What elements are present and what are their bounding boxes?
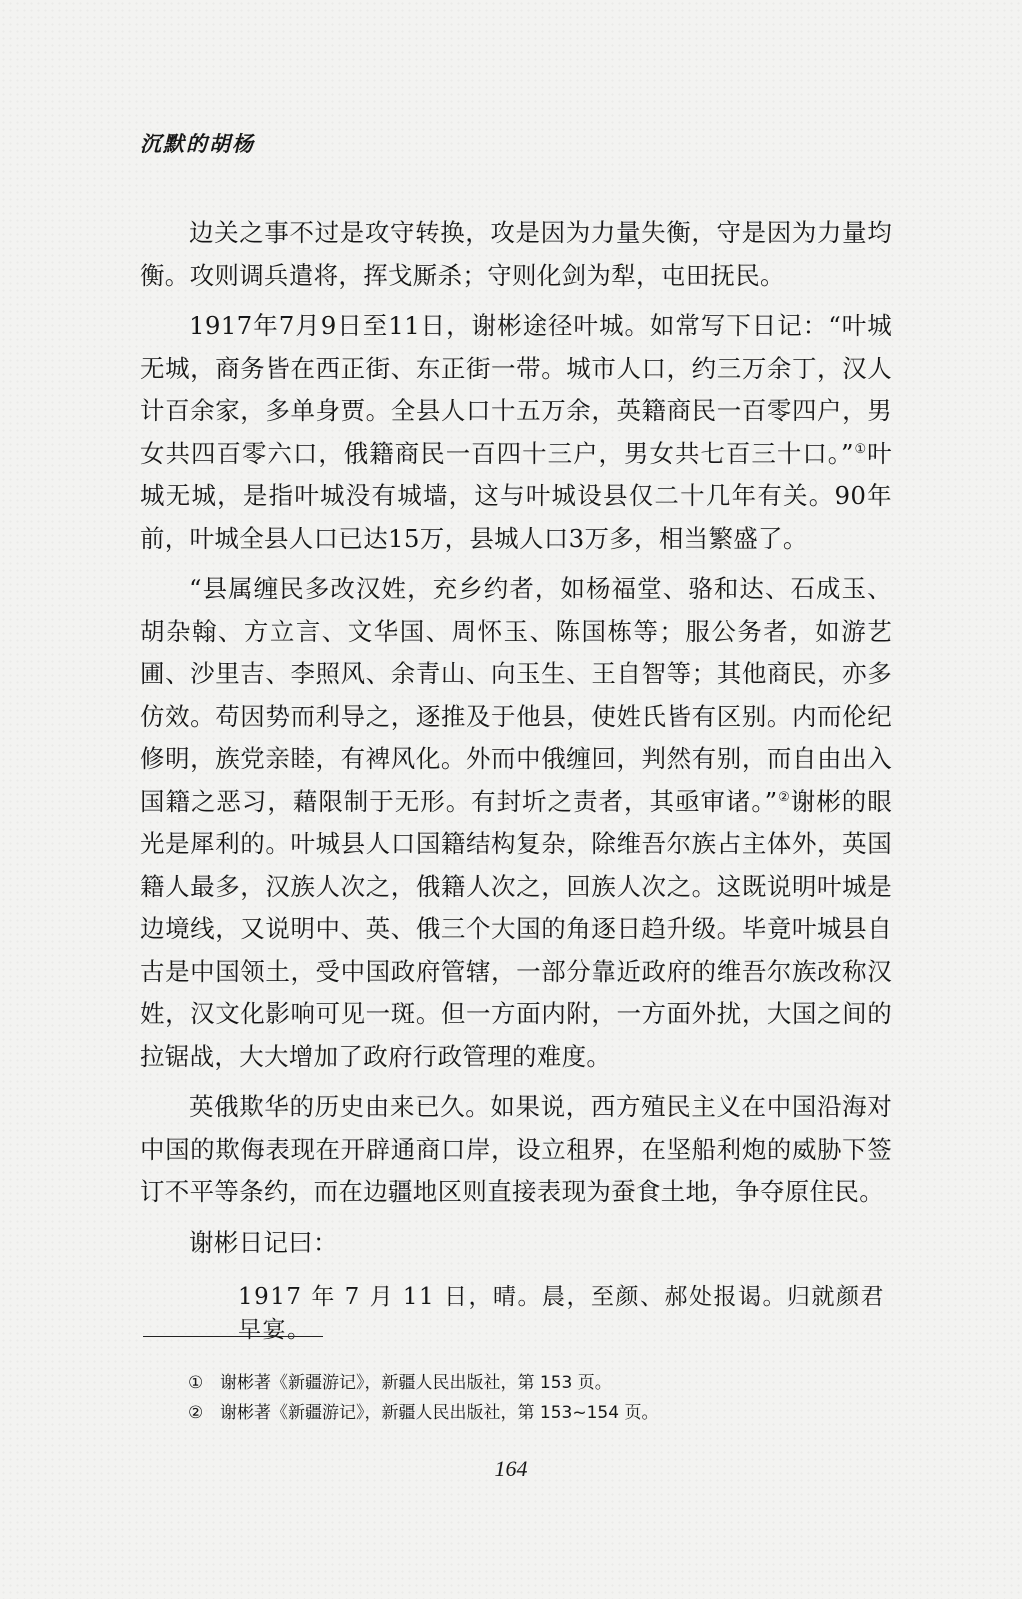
footnote-text: 谢彬著《新疆游记》，新疆人民出版社，第 153~154 页。 [220,1403,659,1423]
footnote [188,1368,658,1398]
running-head: 沉默的胡杨 [140,131,255,156]
paragraph: 英俄欺华的历史由来已久。如果说，西方殖民主义在中国沿海对中国的欺侮表现在开辟通商口岸，设立租界，在坚船利炮的威胁下签订不平等条约，而在边疆地区则直接表现为蚕食土地，争夺原住民。 [140,1092,892,1206]
paragraph-text: 叶城无城，是指叶城没有城墙，这与叶城设县仅二十几年有关。90年前，叶城全县人口已达15万，县城人口3万多，相当繁盛了。 [140,438,892,553]
footnote-mark: ② [188,1403,204,1423]
paragraph: 边关之事不过是攻守转换，攻是因为力量失衡，守是因为力量均衡。攻则调兵遣将，挥戈厮杀；守则化剑为犁，屯田抚民。 [140,218,892,290]
footnote-mark: ① [188,1373,204,1393]
paragraph-text: 谢彬的眼光是犀利的。叶城县人口国籍结构复杂，除维吾尔族占主体外，英国籍人最多，汉族人次之，俄籍人次之，回族人次之。这既说明叶城是边境线，又说明中、英、俄三个大国的角逐日趋升级。毕竟叶城县自古是中国领土，受中国政府管辖，一部分靠近政府的维吾尔族改称汉姓，汉文化影响可见一斑。但一方面内附，一方面外扰，大国之间的拉锯战，大大增加了政府行政管理的难度。 [140,786,892,1071]
footnote-text: 谢彬著《新疆游记》，新疆人民出版社，第 153 页。 [220,1373,612,1393]
page-number: 164 [494,1456,528,1481]
footnote-divider [143,1336,323,1337]
paragraph-text: 1917年7月9日至11日，谢彬途径叶城。如常写下日记：“叶城无城，商务皆在西正街、东正街一带。城市人口，约三万余丁，汉人计百余家，多单身贾。全县人口十五万余，英籍商民一百零四户，男女共四百零六口，俄籍商民一百四十三户，男女共七百三十口。” [140,311,892,468]
paragraph [140,568,892,1078]
footnote-reference: ② [777,789,791,805]
footnotes [188,1368,658,1428]
footnote [188,1398,658,1428]
paragraph [140,305,892,560]
paragraph-text: “县属缠民多改汉姓，充乡约者，如杨福堂、骆和达、石成玉、胡杂翰、方立言、文华国、周怀玉、陈国栋等；服公务者，如游艺圃、沙里吉、李照风、余青山、向玉生、王自智等；其他商民，亦多仿效。苟因势而利导之，逐推及于他县，使姓氏皆有区别。内而伦纪修明，族党亲睦，有裨风化。外而中俄缠回，判然有别，而自由出入国籍之恶习，藉限制于无形。有封圻之责者，其亟审诸。” [140,574,892,816]
footnote-reference: ① [853,441,868,457]
diary-quote: 1917 年 7 月 11 日，晴。晨，至颜、郝处报谒。归就颜君早宴。 [238,1284,885,1343]
body-text [140,212,892,1272]
paragraph: 谢彬日记曰： [189,1227,338,1257]
